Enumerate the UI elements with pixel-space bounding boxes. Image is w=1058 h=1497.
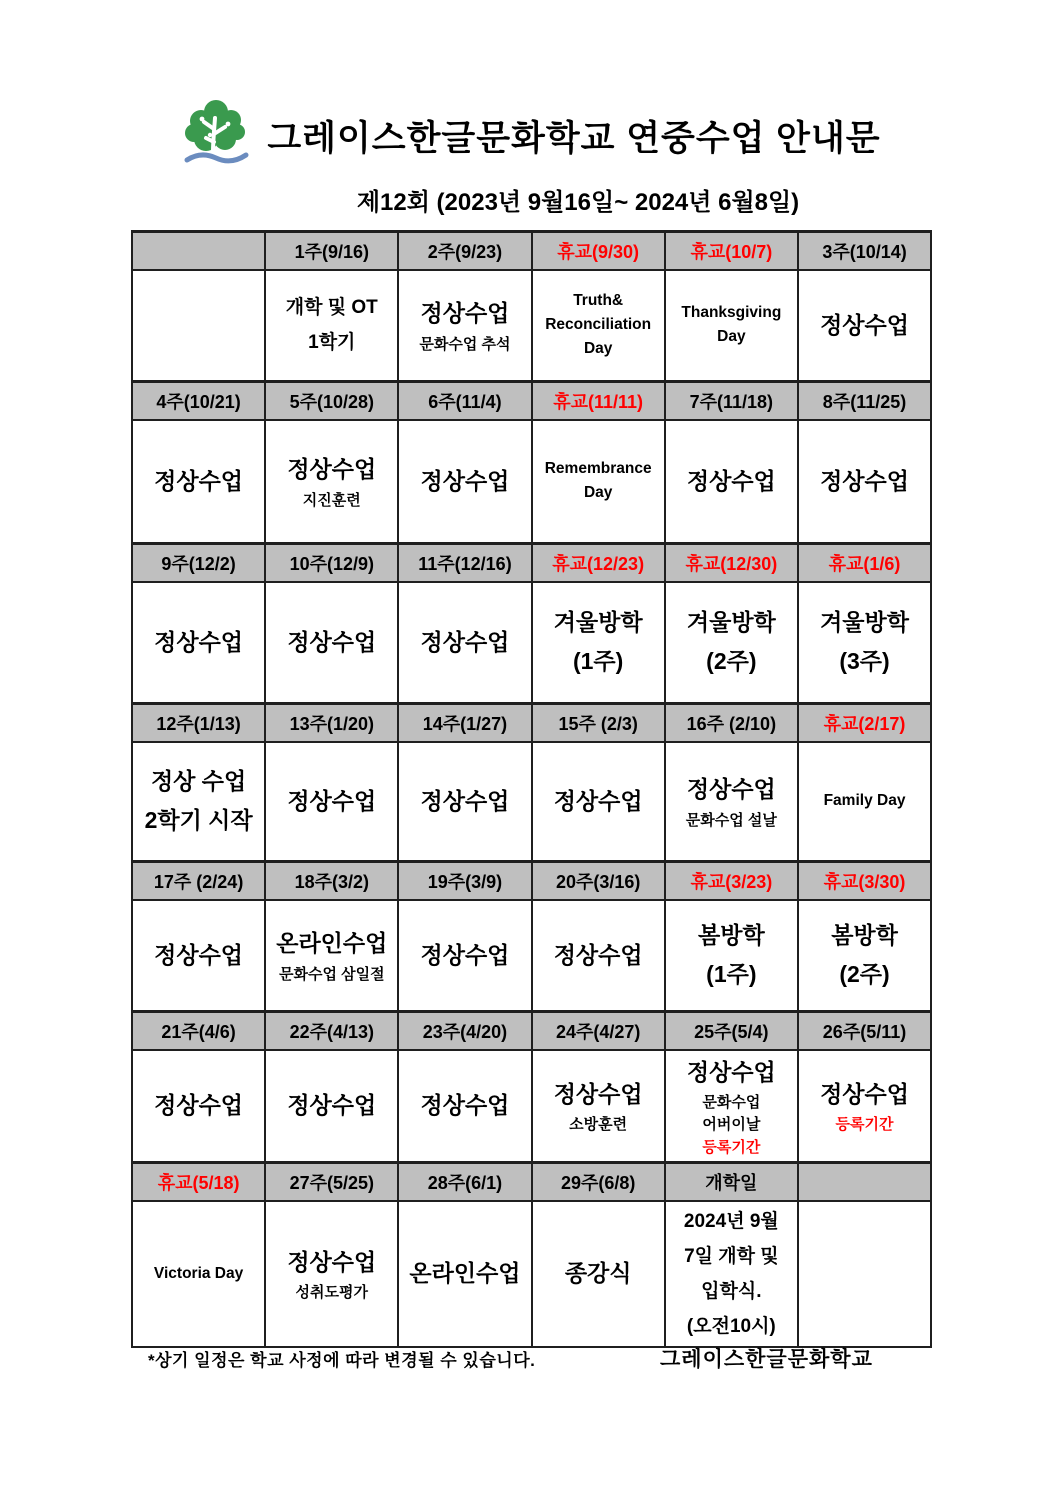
week-header-cell: 개학일 <box>665 1163 798 1201</box>
schedule-cell-line: (오전10시) <box>686 1316 776 1338</box>
schedule-cell <box>398 742 531 862</box>
schedule-cell <box>132 742 265 862</box>
week-header-cell: 24주(4/27) <box>532 1012 665 1050</box>
schedule-cell-line: Day <box>717 328 746 346</box>
week-header-cell: 휴교(12/23) <box>532 544 665 582</box>
week-header-cell: 3주(10/14) <box>798 232 931 270</box>
week-header-cell <box>798 1163 931 1201</box>
schedule-cell-line: 정상수업 <box>686 1058 776 1085</box>
schedule-cell-line: 정상수업 <box>287 1249 377 1276</box>
week-header-cell: 27주(5/25) <box>265 1163 398 1201</box>
week-header-row <box>132 1012 931 1050</box>
schedule-cell-line: 정상수업 <box>420 628 510 655</box>
schedule-cell-line: 성취도평가 <box>295 1284 368 1302</box>
week-header-cell: 20주(3/16) <box>532 862 665 900</box>
schedule-cell-line: 2024년 9월 <box>683 1210 779 1232</box>
schedule-row <box>132 420 931 544</box>
week-header-cell: 7주(11/18) <box>665 382 798 420</box>
week-header-cell: 15주 (2/3) <box>532 704 665 742</box>
schedule-cell-line: 정상수업 <box>553 941 643 968</box>
schedule-cell <box>798 420 931 544</box>
schedule-cell <box>665 900 798 1012</box>
schedule-cell-line: 정상수업 <box>287 628 377 655</box>
schedule-cell <box>265 420 398 544</box>
schedule-cell <box>665 1201 798 1348</box>
schedule-cell-line: Reconciliation <box>545 316 652 334</box>
schedule-cell-line: 개학 및 OT <box>285 297 378 319</box>
week-header-row <box>132 704 931 742</box>
week-header-cell: 16주 (2/10) <box>665 704 798 742</box>
schedule-cell-line: Day <box>583 484 613 502</box>
schedule-cell-line: 정상수업 <box>420 300 510 327</box>
schedule-cell-line: 정상수업 <box>420 941 510 968</box>
week-header-cell: 10주(12/9) <box>265 544 398 582</box>
schedule-cell-line: 정상수업 <box>820 311 909 338</box>
week-header-cell: 29주(6/8) <box>532 1163 665 1201</box>
week-header-cell: 휴교(3/23) <box>665 862 798 900</box>
schedule-cell-line: 2학기 시작 <box>144 807 253 834</box>
schedule-cell-line: 정상수업 <box>820 467 909 494</box>
page-subtitle: 제12회 (2023년 9월16일~ 2024년 6월8일) <box>356 189 800 216</box>
schedule-cell-line: 정상수업 <box>553 787 643 814</box>
week-header-cell: 13주(1/20) <box>265 704 398 742</box>
schedule-cell-line: 7일 개학 및 <box>684 1245 779 1267</box>
schedule-cell-line: (1주) <box>706 961 757 988</box>
schedule-cell-line: 정상수업 <box>820 1081 909 1107</box>
schedule-table-body <box>132 232 931 1348</box>
schedule-cell <box>132 1050 265 1163</box>
schedule-cell <box>398 1201 531 1348</box>
week-header-cell: 휴교(10/7) <box>665 232 798 270</box>
schedule-cell <box>532 1050 665 1163</box>
week-header-row <box>132 232 931 270</box>
doc-header <box>130 98 930 217</box>
week-header-cell: 휴교(11/11) <box>532 382 665 420</box>
week-header-cell: 1주(9/16) <box>265 232 398 270</box>
schedule-cell-line: Day <box>583 340 613 358</box>
schedule-cell-line: 입학식. <box>701 1280 762 1302</box>
schedule-cell-line: 정상수업 <box>154 1092 244 1119</box>
schedule-cell <box>665 582 798 704</box>
footer-note: *상기 일정은 학교 사정에 따라 변경될 수 있습니다. <box>148 1351 536 1370</box>
schedule-cell-line: 등록기간 <box>835 1116 894 1134</box>
schedule-row <box>132 582 931 704</box>
schedule-cell-line: 온라인수업 <box>409 1260 521 1287</box>
schedule-cell <box>398 420 531 544</box>
schedule-cell-line: (1주) <box>572 648 624 675</box>
page-title: 그레이스한글문화학교 연중수업 안내문 <box>267 119 881 158</box>
schedule-table <box>131 230 932 1348</box>
week-header-cell: 휴교(9/30) <box>532 232 665 270</box>
week-header-row <box>132 862 931 900</box>
schedule-cell-line: 봄방학 <box>698 922 765 949</box>
schedule-cell <box>798 742 931 862</box>
schedule-cell-line: 정상수업 <box>154 467 244 494</box>
schedule-cell-line: (3주) <box>839 648 890 675</box>
week-header-cell: 25주(5/4) <box>665 1012 798 1050</box>
schedule-cell-line: 소방훈련 <box>569 1116 628 1134</box>
week-header-row <box>132 1163 931 1201</box>
schedule-cell-line: 종강식 <box>564 1260 632 1287</box>
schedule-cell-line: Thanksgiving <box>681 304 782 322</box>
week-header-cell: 11주(12/16) <box>398 544 531 582</box>
schedule-cell-line: 정상수업 <box>287 456 377 483</box>
week-header-cell: 9주(12/2) <box>132 544 265 582</box>
school-tree-logo-icon <box>179 98 253 174</box>
week-header-cell: 21주(4/6) <box>132 1012 265 1050</box>
schedule-cell-line: 정상수업 <box>420 787 510 814</box>
schedule-row <box>132 270 931 382</box>
week-header-cell: 8주(11/25) <box>798 382 931 420</box>
schedule-cell-line: Remembrance <box>544 460 652 478</box>
week-header-cell: 휴교(1/6) <box>798 544 931 582</box>
week-header-cell: 휴교(3/30) <box>798 862 931 900</box>
schedule-cell-line: Truth& <box>573 292 624 310</box>
week-header-cell: 휴교(2/17) <box>798 704 931 742</box>
week-header-cell: 5주(10/28) <box>265 382 398 420</box>
schedule-cell <box>398 900 531 1012</box>
week-header-cell: 18주(3/2) <box>265 862 398 900</box>
schedule-cell <box>665 1050 798 1163</box>
schedule-cell-line: 문화수업 설날 <box>685 811 777 829</box>
schedule-cell-line: 어버이날 <box>702 1116 761 1134</box>
week-header-cell: 17주 (2/24) <box>132 862 265 900</box>
schedule-cell <box>665 742 798 862</box>
schedule-cell <box>798 582 931 704</box>
schedule-cell-line: 정상수업 <box>686 776 776 803</box>
schedule-cell <box>532 742 665 862</box>
schedule-cell <box>398 270 531 382</box>
week-header-cell <box>132 232 265 270</box>
week-header-cell: 23주(4/20) <box>398 1012 531 1050</box>
week-header-row <box>132 544 931 582</box>
schedule-cell-line: (2주) <box>706 648 757 675</box>
schedule-cell <box>265 270 398 382</box>
schedule-cell <box>265 582 398 704</box>
footer-school-name: 그레이스한글문화학교 <box>660 1348 873 1371</box>
schedule-cell <box>532 1201 665 1348</box>
week-header-cell: 4주(10/21) <box>132 382 265 420</box>
week-header-cell: 14주(1/27) <box>398 704 531 742</box>
week-header-cell: 12주(1/13) <box>132 704 265 742</box>
week-header-cell: 휴교(5/18) <box>132 1163 265 1201</box>
week-header-cell: 19주(3/9) <box>398 862 531 900</box>
schedule-cell-line: 온라인수업 <box>276 930 388 957</box>
schedule-cell <box>265 1050 398 1163</box>
schedule-cell <box>532 900 665 1012</box>
schedule-cell <box>532 270 665 382</box>
schedule-cell <box>398 1050 531 1163</box>
week-header-cell: 26주(5/11) <box>798 1012 931 1050</box>
schedule-cell <box>665 270 798 382</box>
schedule-cell <box>665 420 798 544</box>
schedule-cell <box>265 1201 398 1348</box>
schedule-cell-line: 등록기간 <box>702 1138 761 1156</box>
schedule-cell <box>265 900 398 1012</box>
week-header-cell: 22주(4/13) <box>265 1012 398 1050</box>
schedule-cell-line: 정상수업 <box>420 1092 510 1119</box>
schedule-cell <box>532 420 665 544</box>
schedule-cell <box>398 582 531 704</box>
schedule-cell <box>132 420 265 544</box>
schedule-cell <box>132 1201 265 1348</box>
schedule-cell <box>132 270 265 382</box>
schedule-cell-line: 정상수업 <box>686 467 776 494</box>
schedule-cell-line: 정상수업 <box>154 941 244 968</box>
schedule-cell-line: 정상수업 <box>287 787 377 814</box>
schedule-cell-line: 정상 수업 <box>150 768 247 795</box>
schedule-cell-line: 문화수업 삼일절 <box>278 965 385 983</box>
schedule-cell <box>532 582 665 704</box>
schedule-row <box>132 1050 931 1163</box>
schedule-cell-line: 정상수업 <box>287 1092 377 1119</box>
schedule-cell-line: 겨울방학 <box>820 609 909 636</box>
week-header-cell: 6주(11/4) <box>398 382 531 420</box>
week-header-cell: 28주(6/1) <box>398 1163 531 1201</box>
schedule-row <box>132 742 931 862</box>
schedule-cell <box>265 742 398 862</box>
schedule-cell <box>798 270 931 382</box>
schedule-cell <box>132 582 265 704</box>
schedule-cell <box>798 900 931 1012</box>
schedule-cell-line: 1학기 <box>308 332 356 354</box>
schedule-cell-line: 정상수업 <box>420 467 510 494</box>
schedule-cell-line: 정상수업 <box>553 1081 643 1107</box>
schedule-cell-line: 문화수업 추석 <box>419 335 511 353</box>
week-header-row <box>132 382 931 420</box>
schedule-cell-line: Family Day <box>823 792 906 810</box>
schedule-cell-line: 봄방학 <box>831 922 898 949</box>
week-header-cell: 휴교(12/30) <box>665 544 798 582</box>
week-header-cell: 2주(9/23) <box>398 232 531 270</box>
schedule-cell <box>798 1050 931 1163</box>
schedule-cell-line: (2주) <box>839 961 890 988</box>
schedule-cell-line: Victoria Day <box>153 1264 244 1282</box>
schedule-cell-line: 정상수업 <box>154 628 244 655</box>
schedule-cell-line: 겨울방학 <box>686 609 776 636</box>
schedule-cell <box>798 1201 931 1348</box>
schedule-cell-line: 문화수업 <box>702 1093 761 1111</box>
schedule-cell-line: 겨울방학 <box>553 609 643 636</box>
schedule-cell-line: 지진훈련 <box>302 491 361 509</box>
schedule-row <box>132 900 931 1012</box>
schedule-cell <box>132 900 265 1012</box>
schedule-row <box>132 1201 931 1348</box>
